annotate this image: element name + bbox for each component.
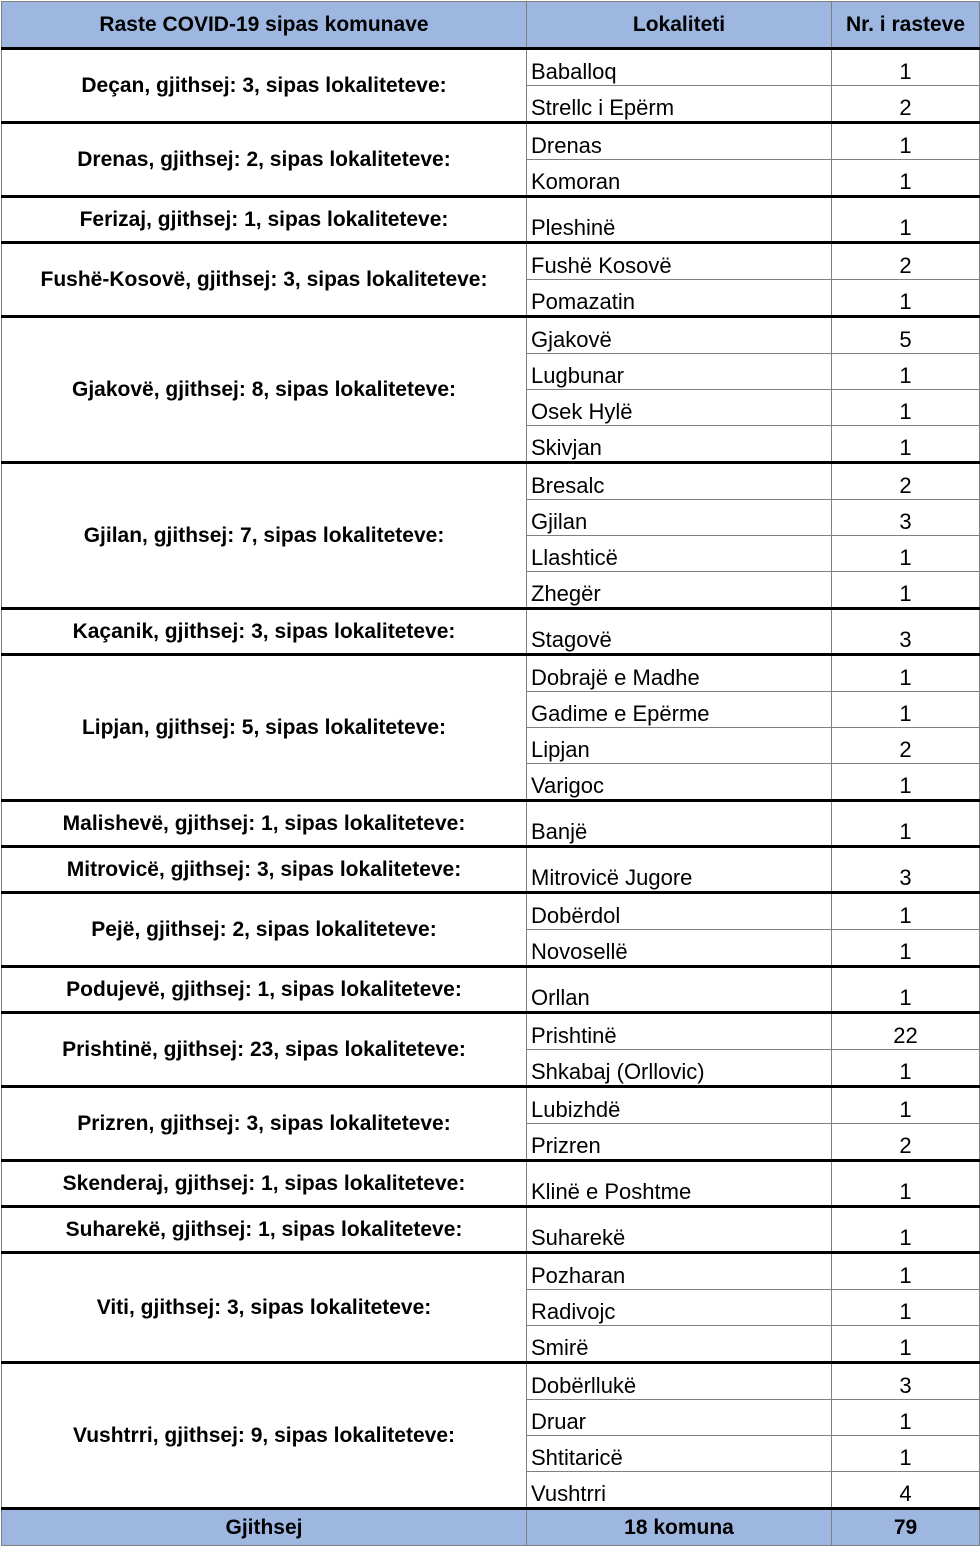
municipality-cell: Lipjan, gjithsej: 5, sipas lokaliteteve: [2,655,527,801]
table-row [2,655,980,692]
cases-cell: 1 [832,1436,980,1472]
header-cases: Nr. i rasteve [832,2,980,49]
locality-cell: Prishtinë [527,1013,832,1050]
cases-cell: 1 [832,1400,980,1436]
cases-cell: 1 [832,49,980,86]
locality-cell: Radivojc [527,1290,832,1326]
municipality-cell: Ferizaj, gjithsej: 1, sipas lokaliteteve: [2,197,527,243]
cases-cell: 3 [832,609,980,655]
locality-cell: Stagovë [527,609,832,655]
locality-cell: Varigoc [527,764,832,801]
header-locality: Lokaliteti [527,2,832,49]
cases-cell: 1 [832,536,980,572]
cases-cell: 3 [832,500,980,536]
table-row [2,1207,980,1253]
table-row [2,123,980,160]
locality-cell: Orllan [527,967,832,1013]
locality-cell: Skivjan [527,426,832,463]
locality-cell: Gjakovë [527,317,832,354]
table-row [2,1161,980,1207]
cases-cell: 1 [832,1087,980,1124]
locality-cell: Llashticë [527,536,832,572]
table-row [2,847,980,893]
municipality-cell: Skenderaj, gjithsej: 1, sipas lokaliteteve: [2,1161,527,1207]
municipality-cell: Mitrovicë, gjithsej: 3, sipas lokaliteteve: [2,847,527,893]
cases-cell: 1 [832,692,980,728]
municipality-cell: Prishtinë, gjithsej: 23, sipas lokaliteteve: [2,1013,527,1087]
table-row [2,197,980,243]
municipality-cell: Vushtrri, gjithsej: 9, sipas lokaliteteve: [2,1363,527,1509]
cases-cell: 1 [832,354,980,390]
cases-cell: 1 [832,930,980,967]
cases-cell: 1 [832,197,980,243]
locality-cell: Lugbunar [527,354,832,390]
cases-cell: 1 [832,1326,980,1363]
locality-cell: Pleshinë [527,197,832,243]
municipality-cell: Gjakovë, gjithsej: 8, sipas lokaliteteve: [2,317,527,463]
total-municipalities: 18 komuna [527,1509,832,1546]
cases-cell: 2 [832,463,980,500]
cases-cell: 4 [832,1472,980,1509]
locality-cell: Baballoq [527,49,832,86]
cases-cell: 1 [832,1161,980,1207]
cases-cell: 1 [832,764,980,801]
municipality-cell: Fushë-Kosovë, gjithsej: 3, sipas lokaliteteve: [2,243,527,317]
table-row [2,317,980,354]
covid-cases-table [1,1,980,1546]
locality-cell: Komoran [527,160,832,197]
municipality-cell: Podujevë, gjithsej: 1, sipas lokaliteteve: [2,967,527,1013]
locality-cell: Dobërllukë [527,1363,832,1400]
locality-cell: Vushtrri [527,1472,832,1509]
table-row [2,801,980,847]
cases-cell: 1 [832,655,980,692]
locality-cell: Drenas [527,123,832,160]
municipality-cell: Deçan, gjithsej: 3, sipas lokaliteteve: [2,49,527,123]
table-row [2,893,980,930]
locality-cell: Novosellë [527,930,832,967]
table-row [2,49,980,86]
locality-cell: Suharekë [527,1207,832,1253]
locality-cell: Dobërdol [527,893,832,930]
municipality-cell: Suharekë, gjithsej: 1, sipas lokaliteteve: [2,1207,527,1253]
cases-cell: 1 [832,801,980,847]
cases-cell: 2 [832,243,980,280]
locality-cell: Pozharan [527,1253,832,1290]
table-row [2,463,980,500]
cases-cell: 3 [832,1363,980,1400]
cases-cell: 3 [832,847,980,893]
locality-cell: Smirë [527,1326,832,1363]
locality-cell: Gadime e Epërme [527,692,832,728]
locality-cell: Klinë e Poshtme [527,1161,832,1207]
locality-cell: Dobrajë e Madhe [527,655,832,692]
cases-cell: 1 [832,572,980,609]
table-row [2,1013,980,1050]
cases-cell: 2 [832,86,980,123]
locality-cell: Osek Hylë [527,390,832,426]
cases-cell: 1 [832,893,980,930]
locality-cell: Strellc i Epërm [527,86,832,123]
table-row [2,967,980,1013]
locality-cell: Shkabaj (Orllovic) [527,1050,832,1087]
cases-cell: 1 [832,1207,980,1253]
locality-cell: Fushë Kosovë [527,243,832,280]
cases-cell: 22 [832,1013,980,1050]
table-row [2,1253,980,1290]
municipality-cell: Malishevë, gjithsej: 1, sipas lokaliteteve: [2,801,527,847]
cases-cell: 2 [832,728,980,764]
cases-cell: 1 [832,1253,980,1290]
table-row [2,1087,980,1124]
header-municipality: Raste COVID-19 sipas komunave [2,2,527,49]
total-cases: 79 [832,1509,980,1546]
total-label: Gjithsej [2,1509,527,1546]
cases-cell: 1 [832,1050,980,1087]
cases-cell: 1 [832,967,980,1013]
locality-cell: Zhegër [527,572,832,609]
locality-cell: Prizren [527,1124,832,1161]
locality-cell: Lipjan [527,728,832,764]
locality-cell: Mitrovicë Jugore [527,847,832,893]
locality-cell: Druar [527,1400,832,1436]
cases-cell: 1 [832,123,980,160]
locality-cell: Lubizhdë [527,1087,832,1124]
locality-cell: Gjilan [527,500,832,536]
locality-cell: Banjë [527,801,832,847]
locality-cell: Shtitaricë [527,1436,832,1472]
table-body [2,49,980,1509]
cases-cell: 1 [832,390,980,426]
header-row [2,2,980,49]
municipality-cell: Drenas, gjithsej: 2, sipas lokaliteteve: [2,123,527,197]
cases-cell: 5 [832,317,980,354]
cases-cell: 2 [832,1124,980,1161]
table-row [2,1363,980,1400]
cases-cell: 1 [832,160,980,197]
table-row [2,609,980,655]
municipality-cell: Pejë, gjithsej: 2, sipas lokaliteteve: [2,893,527,967]
cases-cell: 1 [832,426,980,463]
municipality-cell: Prizren, gjithsej: 3, sipas lokaliteteve: [2,1087,527,1161]
municipality-cell: Kaçanik, gjithsej: 3, sipas lokaliteteve: [2,609,527,655]
cases-cell: 1 [832,1290,980,1326]
total-row [2,1509,980,1546]
municipality-cell: Viti, gjithsej: 3, sipas lokaliteteve: [2,1253,527,1363]
municipality-cell: Gjilan, gjithsej: 7, sipas lokaliteteve: [2,463,527,609]
table-row [2,243,980,280]
locality-cell: Bresalc [527,463,832,500]
locality-cell: Pomazatin [527,280,832,317]
cases-cell: 1 [832,280,980,317]
